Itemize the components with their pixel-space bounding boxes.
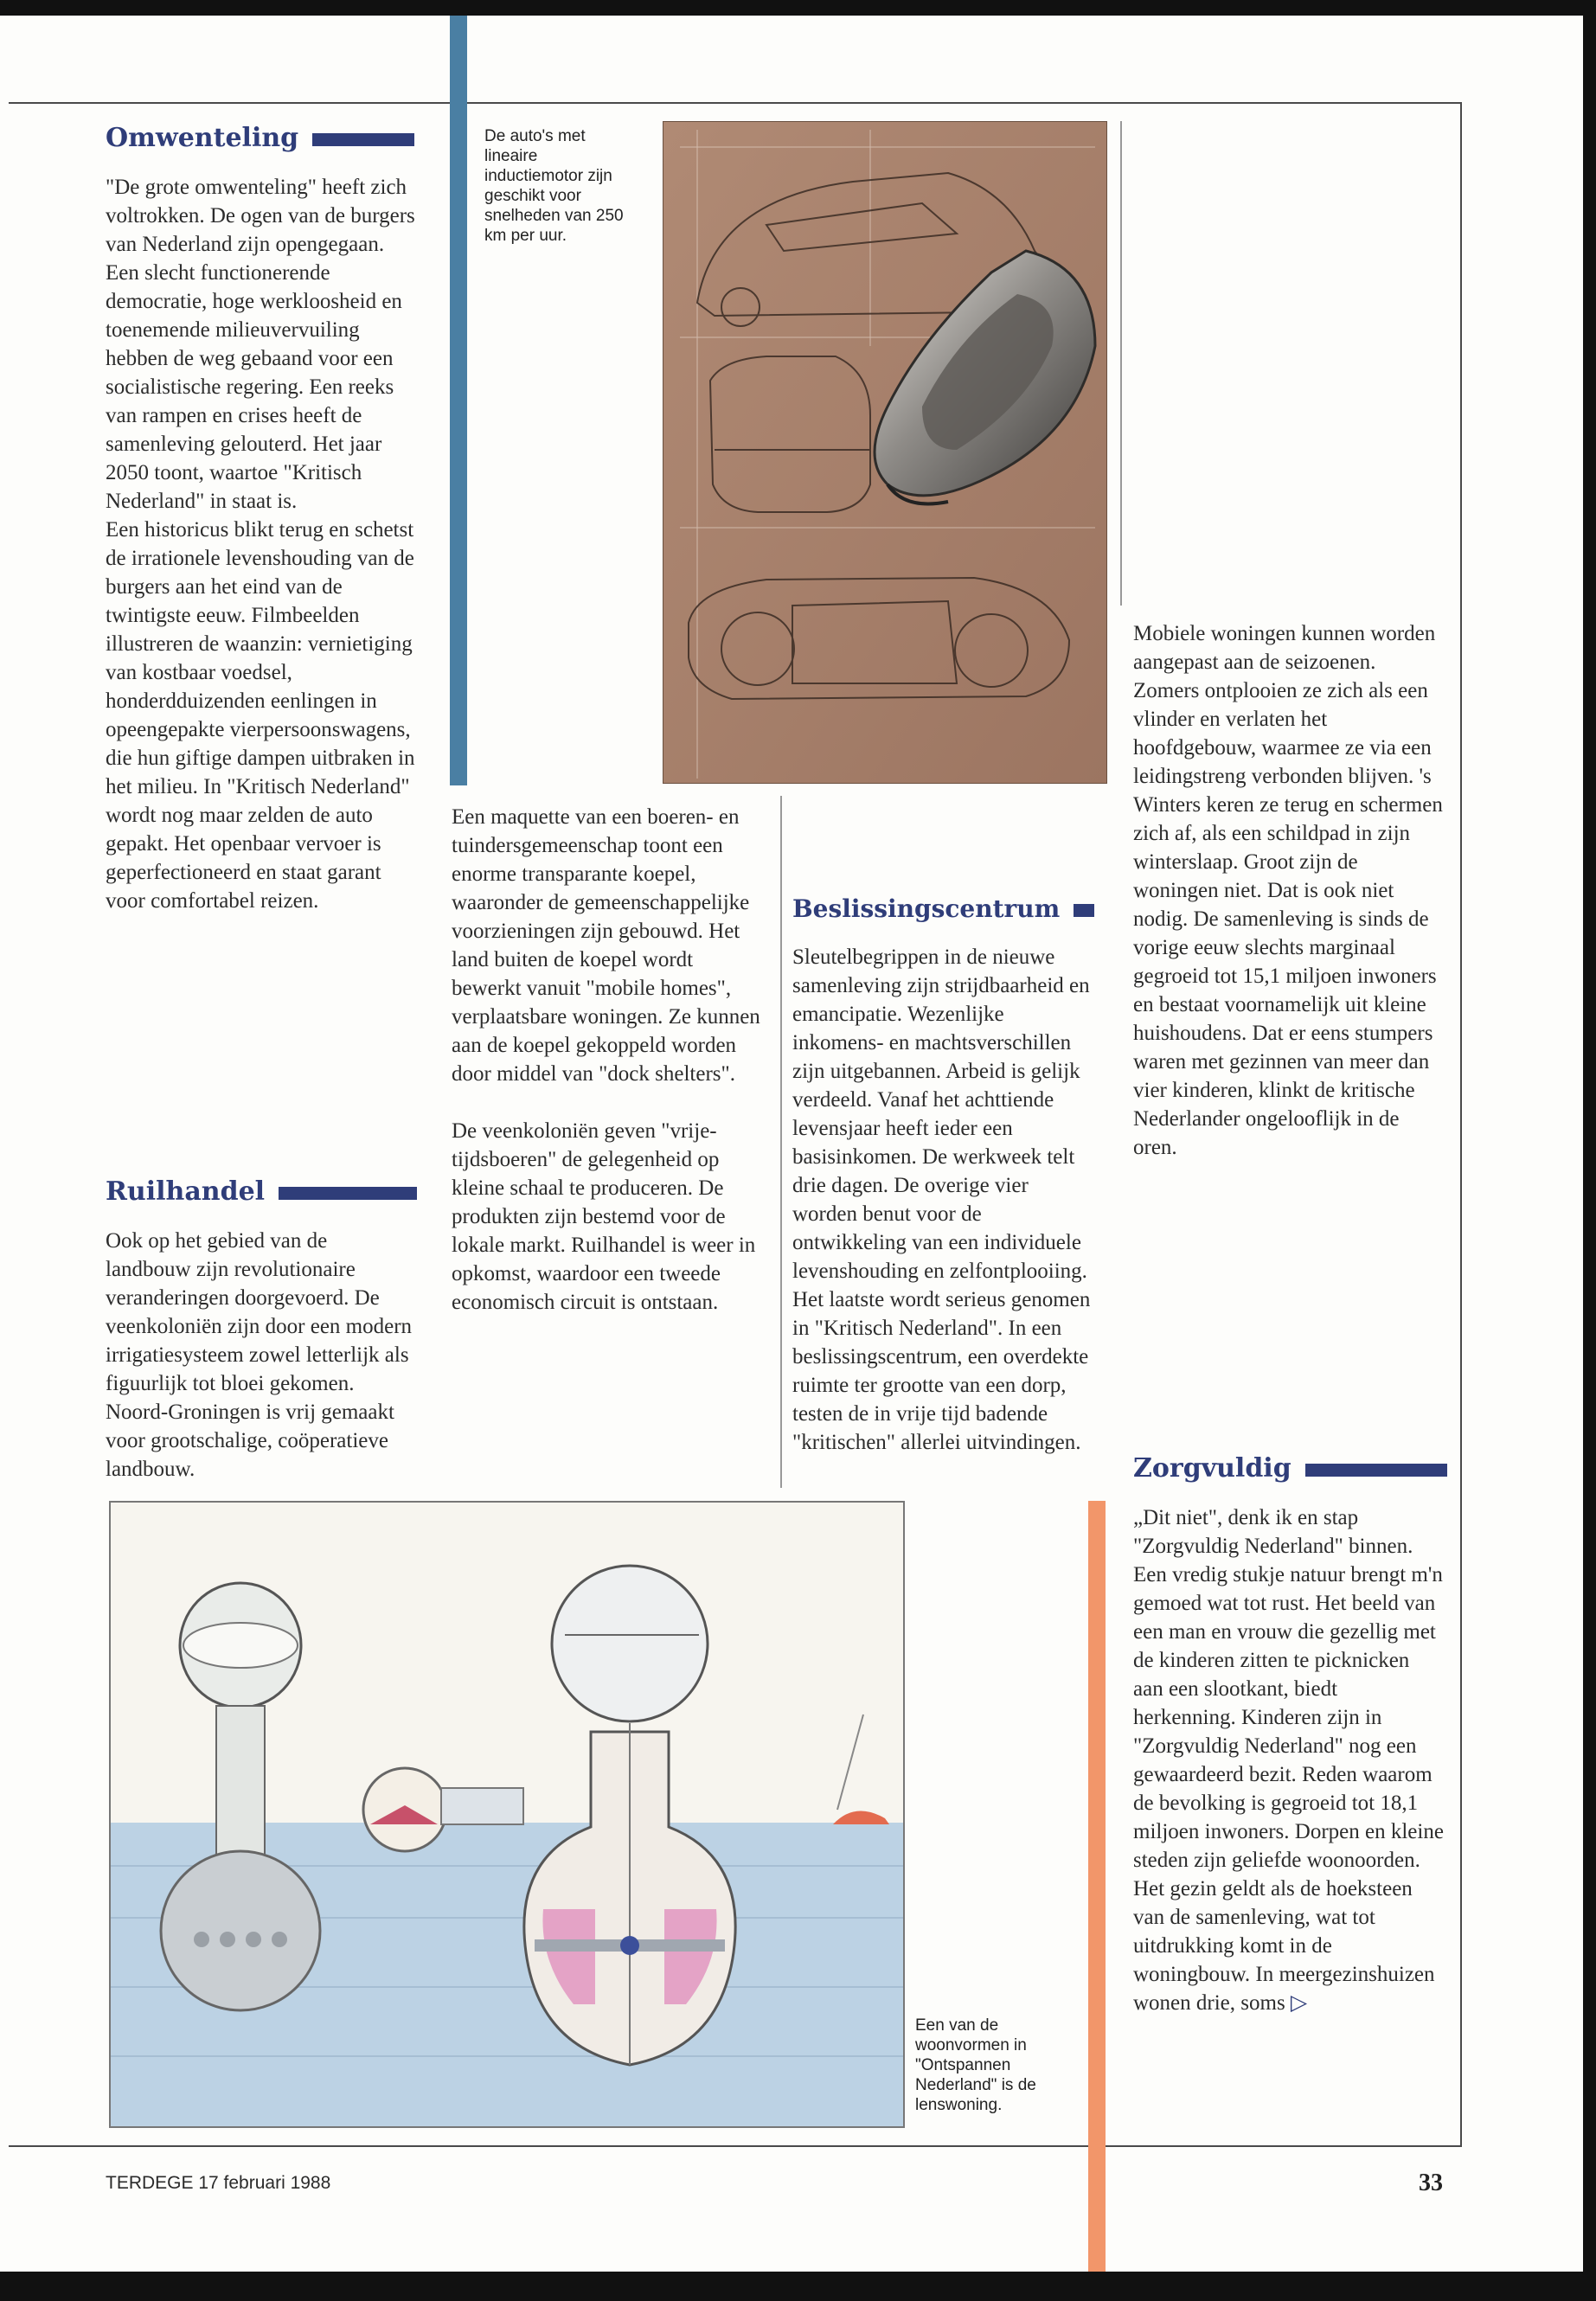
heading-zorgvuldig: Zorgvuldig xyxy=(1133,1453,1447,1484)
column-beslissingscentrum-2 xyxy=(1133,619,1445,1162)
heading-marker xyxy=(1305,1464,1447,1477)
column-ruilhandel-2 xyxy=(452,803,763,1317)
paragraph: Een maquette van een boeren- en tuindersgemeenschap toont een enorme transparante koepel, waaronder de gemeenschappelijke voorzieningen zijn gebouwd. Het land buiten de koepel wordt bewerkt vanuit "mobile homes", verplaatsbare woningen. Ze kunnen aan de koepel gekoppeld worden door middel van "dock shelters". xyxy=(452,805,760,1086)
paragraph: Een historicus blikt terug en schetst de irrationele levenshouding van de burgers aan het eind van de twintigste eeuw. Filmbeelden illustreren de waanzin: vernietiging van kostbaar voedsel, honderdduizenden eenlingen in opeengepakte vierpersoonswagens, die hun giftige dampen uitbraken in het milieu. In "Kritisch Nederland" wordt nog maar zelden de auto gepakt. Het openbaar vervoer is geperfectioneerd en staat garant voor comfortabel reizen. xyxy=(106,518,415,913)
car-illustration xyxy=(663,121,1107,784)
column-beslissingscentrum-1 xyxy=(792,943,1099,1457)
scan-border-bottom xyxy=(0,2272,1596,2301)
column-omwenteling xyxy=(106,173,417,915)
page-number: 33 xyxy=(1419,2170,1443,2196)
paragraph: "De grote omwenteling" heeft zich voltrokken. De ogen van de burgers van Nederland zijn opengegaan. Een slecht functionerende democratie, hoge werkloosheid en toenemende milieuvervuiling hebben de weg gebaand voor een socialistische regering. Een reeks van rampen en crises heeft de samenleving gelouterd. Het jaar 2050 toont, waartoe "Kritisch Nederland" in staat is. xyxy=(106,176,415,513)
continue-arrow-icon: ▷ xyxy=(1290,1991,1308,2015)
caption-lens-home: Een van de woonvormen in "Ontspannen Nederland" is de lenswoning. xyxy=(915,2016,1036,2114)
accent-bar-blue xyxy=(450,16,467,785)
paragraph: „Dit niet", denk ik en stap "Zorgvuldig Nederland" binnen. Een vredig stukje natuur brengt m'n gemoed wat tot rust. Het beeld van een man en vrouw die gezellig met de kinderen zitten te picknicken aan een slootkant, biedt herkenning. Kinderen zijn in "Zorgvuldig Nederland" nog een gewaardeerd bezit. Reden waarom de bevolking is gegroeid tot 18,1 miljoen inwoners. Dorpen en kleine steden zijn geliefde woonoorden. Het gezin geldt als de hoeksteen van de samenleving, wat tot uitdrukking komt in de woningbouw. In meergezinshuizen wonen drie, soms ▷ xyxy=(1133,1506,1444,2015)
paragraph: De veenkoloniën geven "vrije-tijdsboeren" de gelegenheid op kleine schaal te produceren. De produkten zijn bestemd voor de lokale markt. Ruilhandel is weer in opkomst, waardoor een tweede economisch circuit is ontstaan. xyxy=(452,1119,756,1314)
footer-publication: TERDEGE 17 februari 1988 xyxy=(106,2173,331,2193)
heading-beslissingscentrum: Beslissingscentrum xyxy=(792,894,1094,923)
column-ruilhandel-1 xyxy=(106,1227,417,1484)
top-rule xyxy=(9,102,1462,104)
column-zorgvuldig xyxy=(1133,1503,1445,2017)
lens-home-drawing xyxy=(111,1503,903,2126)
heading-ruilhandel: Ruilhandel xyxy=(106,1176,417,1207)
heading-marker xyxy=(1074,904,1094,917)
paragraph: Ook op het gebied van de landbouw zijn revolutionaire veranderingen doorgevoerd. De veenkoloniën zijn door een modern irrigatiesysteem zowel letterlijk als figuurlijk tot bloei gekomen. Noord-Groningen is vrij gemaakt voor grootschalige, coöperatieve landbouw. xyxy=(106,1229,413,1481)
caption-car: De auto's met lineaire inductiemotor zijn geschikt voor snelheden van 250 km per uur. xyxy=(484,127,624,245)
heading-omwenteling: Omwenteling xyxy=(106,123,414,153)
paragraph: Mobiele woningen kunnen worden aangepast aan de seizoenen. Zomers ontplooien ze zich als een vlinder en verlaten het hoofdgebouw, waarmee ze via een leidingstreng verbonden blijven. 's Winters keren ze terug en schermen zich af, als een schildpad in zijn winterslaap. Groot zijn de woningen niet. Dat is ook niet nodig. De samenleving is sinds de vorige eeuw slechts marginaal gegroeid tot 15,1 miljoen inwoners en bestaat voornamelijk uit kleine huishoudens. Dat er eens stumpers waren met gezinnen van meer dan vier kinderen, klinkt de kritische Nederlander ongelooflijk in de oren. xyxy=(1133,622,1443,1159)
heading-marker xyxy=(312,133,414,146)
column-rule-4 xyxy=(1120,121,1122,606)
accent-bar-orange xyxy=(1088,1501,1106,2272)
heading-marker xyxy=(279,1187,417,1200)
bottom-rule xyxy=(9,2145,1462,2147)
scan-border-right xyxy=(1583,0,1596,2301)
lens-home-illustration xyxy=(109,1501,905,2128)
column-rule-3 xyxy=(780,796,782,1488)
scan-border-top xyxy=(0,0,1596,16)
right-rule xyxy=(1460,102,1462,2147)
paragraph: Sleutelbegrippen in de nieuwe samenleving zijn strijdbaarheid en emancipatie. Wezenlijke inkomens- en machtsverschillen zijn uitgebannen. Arbeid is gelijk verdeeld. Vanaf het achttiende levensjaar heeft ieder een basisinkomen. De werkweek telt drie dagen. De overige vier worden benut voor de ontwikkeling van een individuele levenshouding en zelfontplooiing. Het laatste wordt serieus genomen in "Kritisch Nederland". In een beslissingscentrum, een overdekte ruimte ter grootte van een dorp, testen de in vrije tijd badende "kritischen" allerlei uitvindingen. xyxy=(792,945,1091,1454)
